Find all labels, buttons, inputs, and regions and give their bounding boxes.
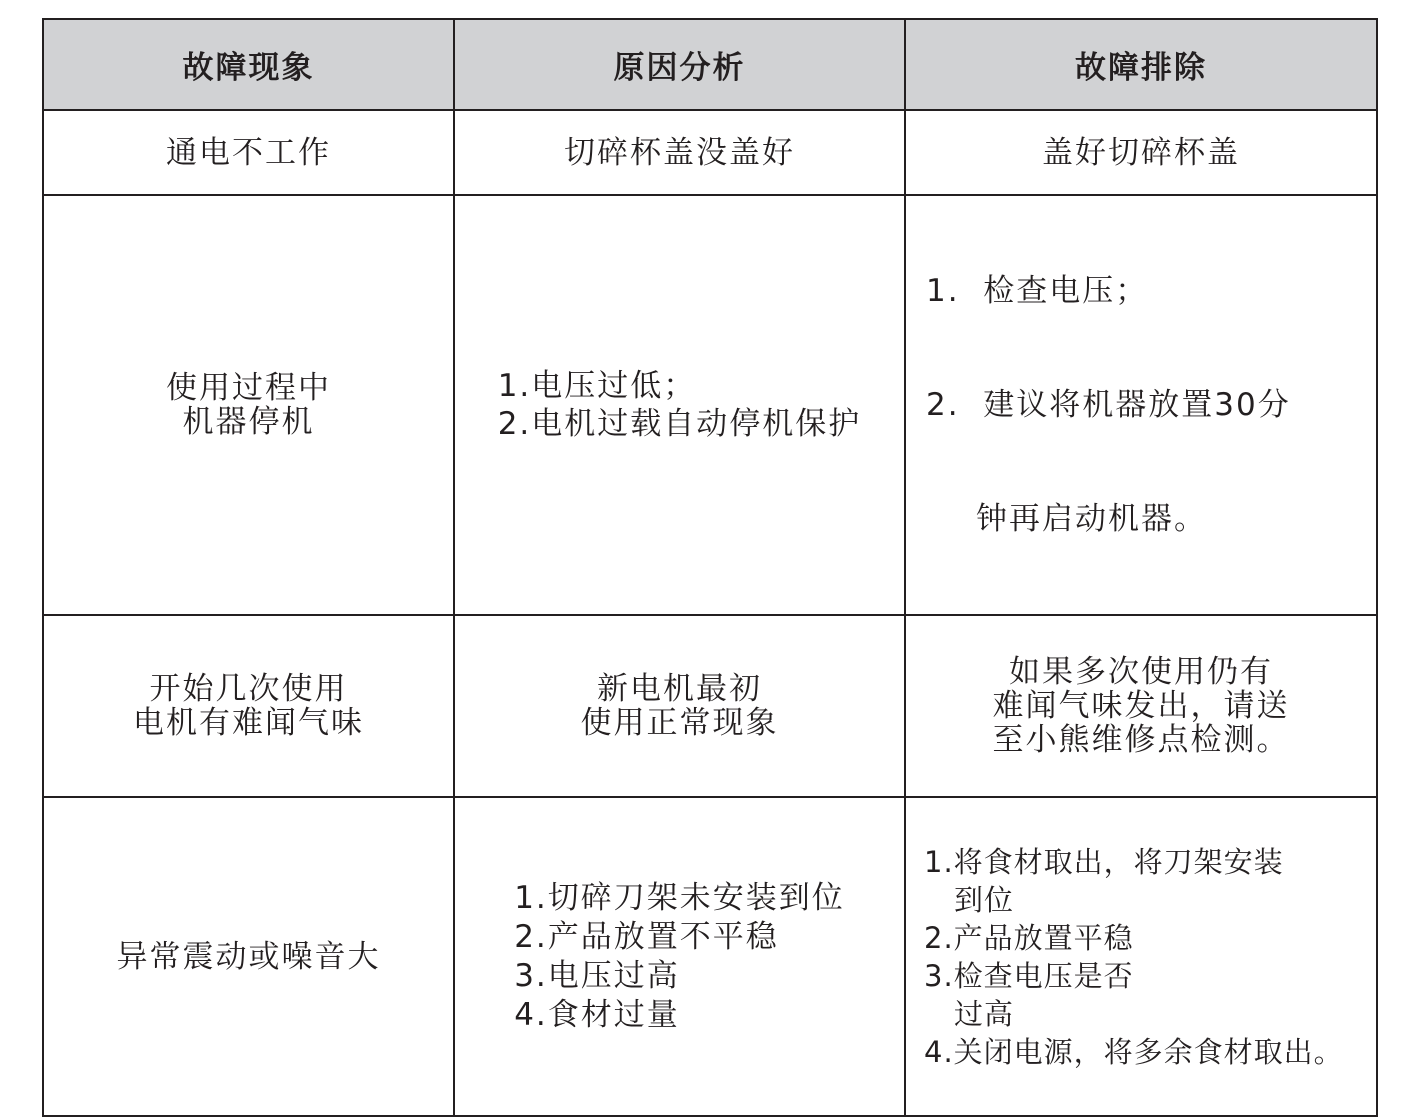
table-row	[43, 110, 1377, 195]
fix-line: 1. 检查电压；	[926, 273, 1149, 309]
header-fix: 故障排除	[905, 19, 1377, 110]
cause-line: 2.电机过载自动停机保护	[497, 406, 862, 442]
fix-line: 如果多次使用仍有	[1009, 654, 1273, 690]
symptom-line: 使用过程中	[166, 370, 331, 406]
symptom-text: 异常震动或噪音大	[116, 938, 381, 975]
symptom-line: 开始几次使用	[149, 671, 348, 707]
cause-cell	[454, 195, 905, 615]
symptom-text: 通电不工作	[166, 134, 331, 171]
fix-line: 4.关闭电源，将多余食材取出。	[924, 1034, 1344, 1069]
symptom-cell	[43, 195, 454, 615]
cause-cell	[454, 797, 905, 1116]
symptom-cell	[43, 615, 454, 797]
symptom-line: 电机有难闻气味	[133, 705, 364, 741]
fix-cell	[905, 195, 1377, 615]
symptom-line: 机器停机	[182, 404, 315, 440]
cause-cell	[454, 615, 905, 797]
troubleshooting-table	[42, 18, 1378, 1117]
header-row	[43, 19, 1377, 110]
cause-line: 1.切碎刀架未安装到位	[514, 879, 845, 916]
symptom-cell	[43, 797, 454, 1116]
fix-line: 1.将食材取出，将刀架安装	[924, 844, 1284, 879]
table-row	[43, 797, 1377, 1116]
fix-line: 2. 建议将机器放置30分	[926, 387, 1291, 423]
fix-line: 2.产品放置平稳	[924, 920, 1134, 955]
cause-line: 3.电压过高	[514, 957, 680, 994]
fix-line: 难闻气味发出，请送	[992, 688, 1290, 724]
cause-text: 切碎杯盖没盖好	[564, 134, 795, 171]
symptom-cell	[43, 110, 454, 195]
header-symptom: 故障现象	[43, 19, 454, 110]
fix-line: 到位	[954, 882, 1015, 917]
fix-cell	[905, 110, 1377, 195]
header-cause: 原因分析	[454, 19, 905, 110]
fix-cell	[905, 615, 1377, 797]
cause-line: 4.食材过量	[514, 996, 680, 1033]
table-row	[43, 615, 1377, 797]
fix-line: 至小熊维修点检测。	[992, 722, 1290, 758]
fix-line: 钟再启动机器。	[976, 501, 1207, 537]
cause-line: 2.产品放置不平稳	[514, 918, 779, 955]
cause-line: 1.电压过低；	[497, 368, 697, 404]
fix-text: 盖好切碎杯盖	[1042, 134, 1240, 171]
fix-cell	[905, 797, 1377, 1116]
cause-cell	[454, 110, 905, 195]
cause-line: 新电机最初	[597, 671, 762, 707]
table-row	[43, 195, 1377, 615]
fix-line: 过高	[954, 996, 1015, 1031]
fix-line: 3.检查电压是否	[924, 958, 1134, 993]
cause-line: 使用正常现象	[580, 705, 779, 741]
